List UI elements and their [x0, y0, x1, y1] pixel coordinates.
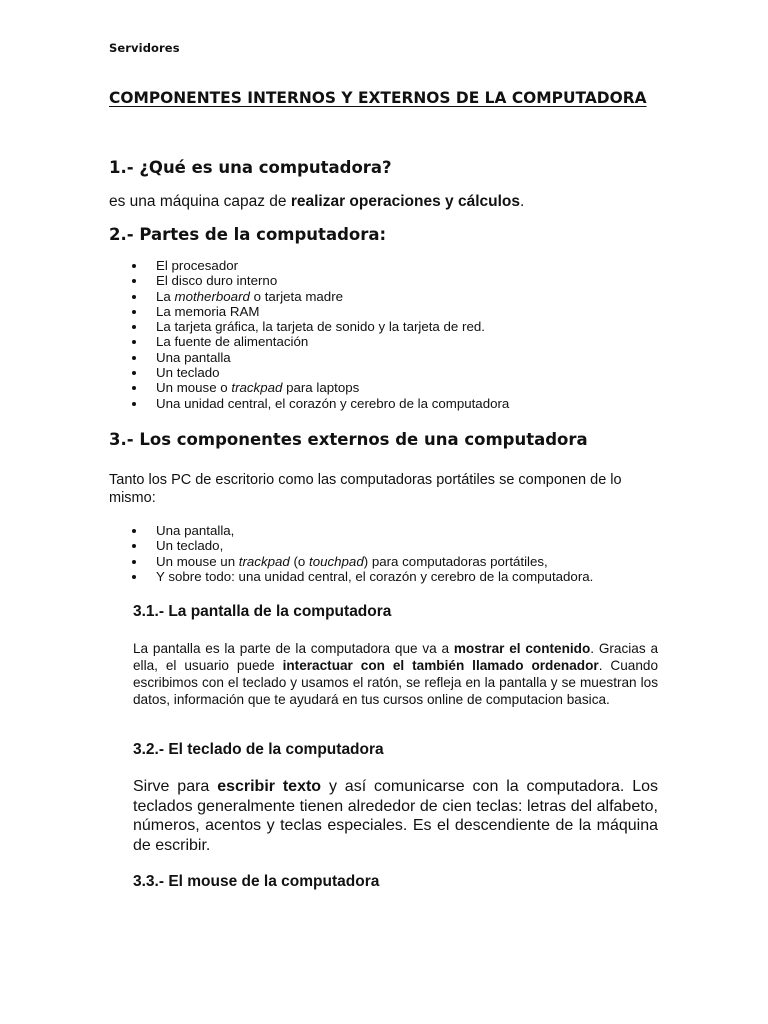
list-item: El procesador: [130, 258, 509, 273]
section-3-3-heading: 3.3.- El mouse de la computadora: [133, 873, 380, 890]
list-item: Y sobre todo: una unidad central, el corazón y cerebro de la computadora.: [130, 569, 593, 584]
list-item: El disco duro interno: [130, 273, 509, 288]
list-item: Una unidad central, el corazón y cerebro de la computadora: [130, 396, 509, 411]
section-3-2-paragraph: Sirve para escribir texto y así comunicarse con la computadora. Los teclados generalmente tienen alrededor de cien teclas: letras del alfabeto, números, acentos y teclas especiales. Es el descendiente de la máquina de escribir.: [133, 778, 659, 854]
definition-text: es una máquina capaz de: [109, 193, 291, 210]
section-1-definition: [109, 193, 647, 211]
parts-list: [130, 258, 509, 411]
list-item: Un teclado: [130, 365, 509, 380]
list-item: La fuente de alimentación: [130, 334, 509, 349]
list-item: Un teclado,: [130, 538, 593, 553]
list-item: Una pantalla: [130, 350, 509, 365]
external-components-list: [130, 523, 593, 584]
page-header: Servidores: [109, 41, 180, 55]
list-item: La memoria RAM: [130, 304, 509, 319]
list-item: Una pantalla,: [130, 523, 593, 538]
section-3-heading: 3.- Los componentes externos de una computadora: [109, 430, 588, 449]
section-3-1-heading: 3.1.- La pantalla de la computadora: [133, 603, 392, 620]
list-item: Un mouse o trackpad para laptops: [130, 380, 509, 395]
list-item: La motherboard o tarjeta madre: [130, 289, 509, 304]
section-3-1-paragraph: La pantalla es la parte de la computadora que va a mostrar el contenido. Gracias a ella, el usuario puede interactuar con el también llamado ordenador. Cuando escribimos con el teclado y usamos el ratón, se refleja en la pantalla y se muestran los datos, información que te ayudará en tus cursos online de computacion basica.: [133, 641, 659, 707]
definition-end: .: [520, 193, 525, 210]
section-2-heading: 2.- Partes de la computadora:: [109, 225, 387, 244]
definition-bold: realizar operaciones y cálculos: [290, 193, 520, 210]
section-3-intro: Tanto los PC de escritorio como las computadoras portátiles se componen de lo mismo:: [109, 472, 622, 506]
list-item: Un mouse un trackpad (o touchpad) para computadoras portátiles,: [130, 554, 593, 569]
section-1-heading: 1.- ¿Qué es una computadora?: [109, 158, 392, 177]
document-title: COMPONENTES INTERNOS Y EXTERNOS DE LA COMPUTADORA: [109, 88, 647, 107]
section-3-2-heading: 3.2.- El teclado de la computadora: [133, 741, 384, 758]
list-item: La tarjeta gráfica, la tarjeta de sonido y la tarjeta de red.: [130, 319, 509, 334]
